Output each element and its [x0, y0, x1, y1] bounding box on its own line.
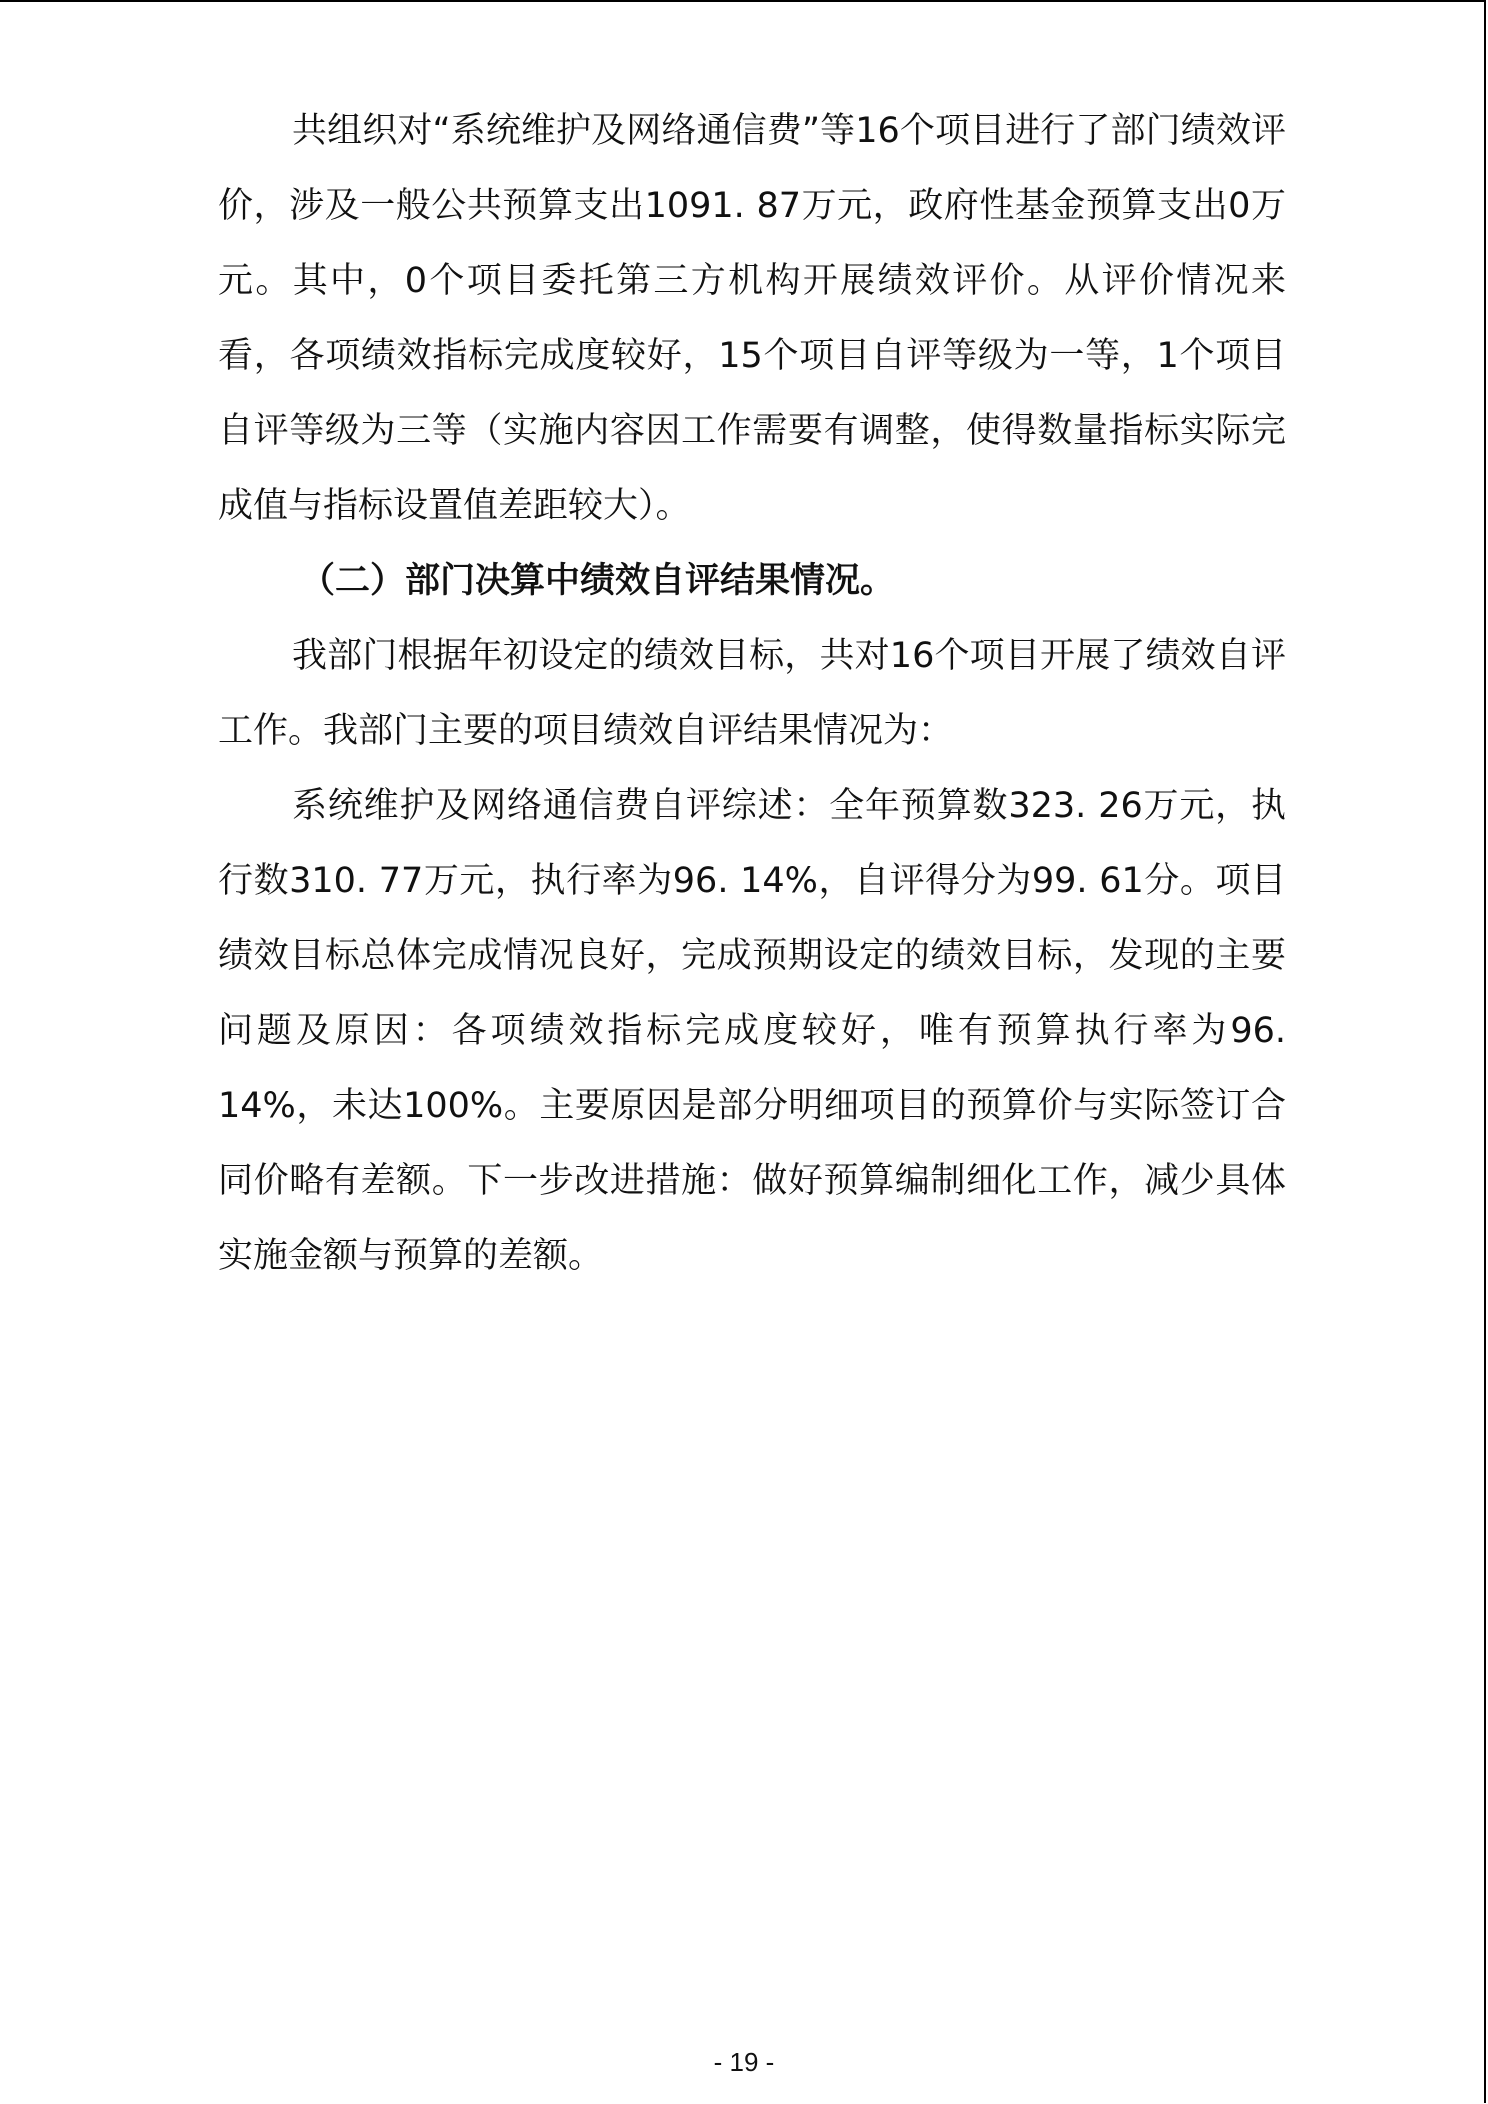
- paragraph-project-summary: 系统维护及网络通信费自评综述：全年预算数323. 26万元，执行数310. 77万元，执行率为96. 14%，自评得分为99. 61分。项目绩效目标总体完成情况良好，完成预期设定的绩效目标，发现的主要问题及原因：各项绩效指标完成度较好，唯有预算执行率为96. 14%，未达100%。主要原因是部分明细项目的预算价与实际签订合同价略有差额。下一步改进措施：做好预算编制细化工作，减少具体实施金额与预算的差额。: [218, 786, 1286, 1276]
- page-content: [218, 94, 1286, 1294]
- section-heading: （二）部门决算中绩效自评结果情况。: [300, 561, 896, 601]
- paragraph-self-evaluation-intro: 我部门根据年初设定的绩效目标，共对16个项目开展了绩效自评工作。我部门主要的项目绩效自评结果情况为：: [218, 636, 1286, 751]
- page-number: - 19 -: [713, 2047, 775, 2077]
- paragraph-evaluation-overview: 共组织对“系统维护及网络通信费”等16个项目进行了部门绩效评价，涉及一般公共预算支出1091. 87万元，政府性基金预算支出0万元。其中，0个项目委托第三方机构开展绩效评价。从评价情况来看，各项绩效指标完成度较好，15个项目自评等级为一等，1个项目自评等级为三等（实施内容因工作需要有调整，使得数量指标实际完成值与指标设置值差距较大）。: [218, 111, 1286, 526]
